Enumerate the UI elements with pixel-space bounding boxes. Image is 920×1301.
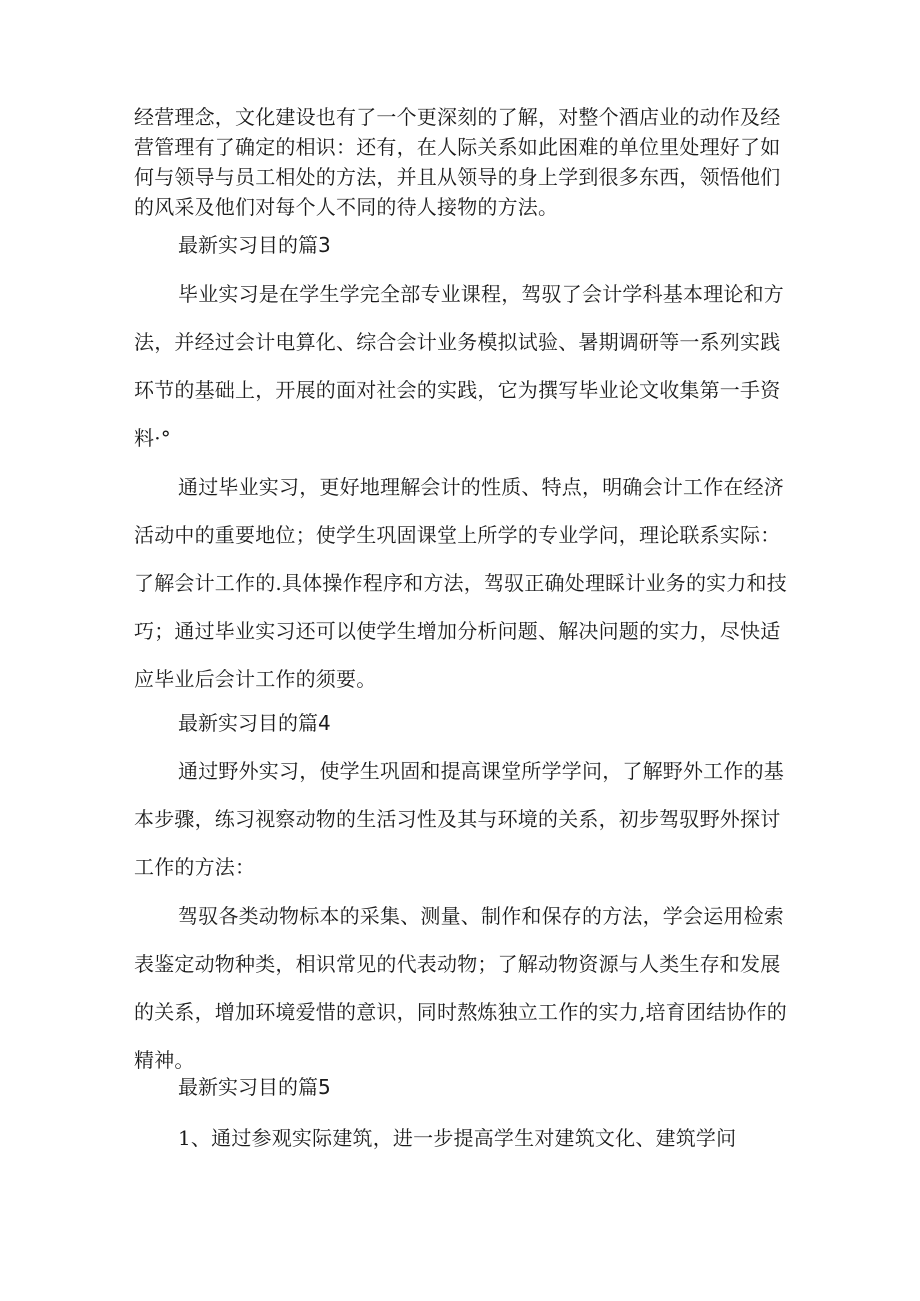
section-heading-4: 最新实习目的篇4: [178, 711, 331, 735]
paragraph-accounting-purpose: [134, 463, 790, 703]
text-line: 应毕业后会计工作的须要。: [134, 667, 377, 691]
text-line: 表鉴定动物种类，相识常见的代表动物；了解动物资源与人类生存和发展: [134, 952, 781, 976]
paragraph-field-internship: [134, 747, 790, 891]
section-heading-5: 最新实习目的篇5: [178, 1075, 331, 1099]
text-line: 经营理念，文化建设也有了一个更深刻的了解，对整个酒店业的动作及经: [134, 105, 781, 129]
text-line: 1、通过参观实际建筑，进一步提高学生对建筑文化、建筑学问: [178, 1126, 737, 1150]
paragraph-hotel-management: [134, 102, 790, 222]
paragraph-specimen-methods: [134, 892, 790, 1084]
section-heading-3: 最新实习目的篇3: [178, 233, 331, 257]
text-line: 工作的方法：: [134, 855, 256, 879]
text-line: 精神。: [134, 1048, 195, 1072]
text-line: 巧；通过毕业实习还可以使学生增加分析问题、解决问题的实力，尽快适: [134, 619, 781, 643]
text-line: 通过毕业实习，更好地理解会计的性质、特点，明确会计工作在经济: [178, 475, 784, 499]
text-line: 的关系，增加环境爱惜的意识，同时熬炼独立工作的实力,培育团结协作的: [134, 1000, 787, 1024]
paragraph-architecture-visit: [134, 1114, 790, 1162]
text-line: 料·°: [134, 426, 171, 450]
text-line: 了解会计工作的.具体操作程序和方法，驾驭正确处理睬计业务的实力和技: [134, 571, 787, 595]
text-line: 营管理有了确定的相识：还有，在人际关系如此困难的单位里处理好了如: [134, 135, 781, 159]
text-line: 毕业实习是在学生学完全部专业课程，驾驭了会计学科基本理论和方: [178, 282, 784, 306]
text-line: 的风采及他们对每个人不同的待人接物的方法。: [134, 195, 559, 219]
text-line: 本步骤，练习视察动物的生活习性及其与环境的关系，初步驾驭野外探讨: [134, 807, 781, 831]
text-line: 通过野外实习，使学生巩固和提高课堂所学学问，了解野外工作的基: [178, 759, 784, 783]
text-line: 法，并经过会计电算化、综合会计业务模拟试验、暑期调研等一系列实践: [134, 330, 781, 354]
text-line: 何与领导与员工相处的方法，并且从领导的身上学到很多东西，领悟他们: [134, 165, 781, 189]
text-line: 环节的基础上，开展的面对社会的实践，它为撰写毕业论文收集第一手资: [134, 378, 781, 402]
text-line: 驾驭各类动物标本的采集、测量、制作和保存的方法，学会运用检索: [178, 904, 784, 928]
paragraph-graduation-internship: [134, 270, 790, 462]
text-line: 活动中的重要地位；使学生巩固课堂上所学的专业学问，理论联系实际：: [134, 523, 781, 547]
